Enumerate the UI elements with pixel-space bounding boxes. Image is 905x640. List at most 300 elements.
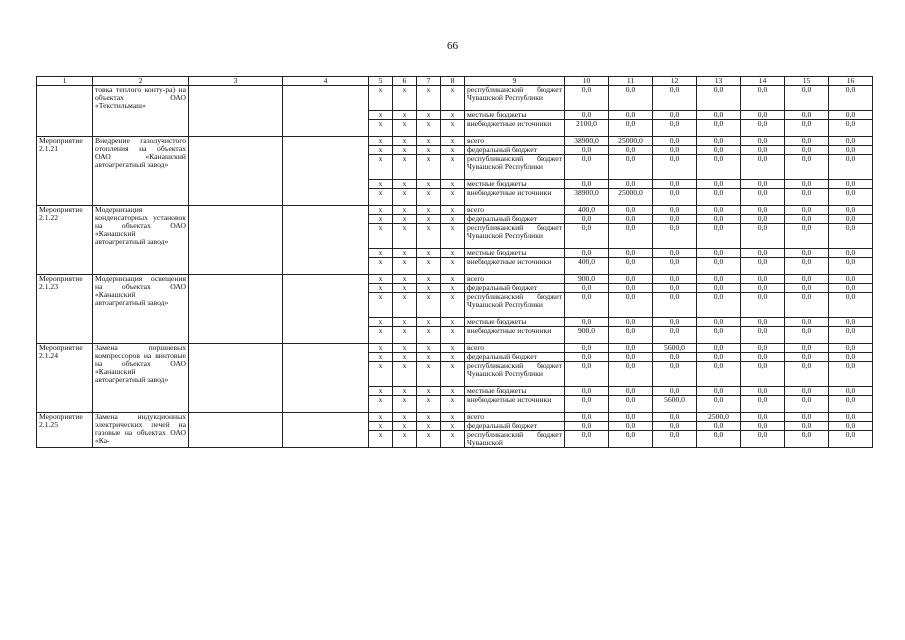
value-cell: 0,0: [565, 353, 609, 362]
marker-cell: х: [417, 422, 441, 431]
table-row: [37, 86, 873, 111]
value-cell: 0,0: [653, 413, 697, 422]
value-cell: 0,0: [653, 431, 697, 448]
value-cell: 0,0: [609, 215, 653, 224]
marker-cell: х: [441, 396, 465, 413]
marker-cell: х: [441, 189, 465, 206]
value-cell: 0,0: [741, 215, 785, 224]
value-cell: 0,0: [741, 275, 785, 284]
marker-cell: х: [417, 413, 441, 422]
value-cell: 0,0: [609, 387, 653, 396]
value-cell: 0,0: [829, 431, 873, 448]
marker-cell: х: [393, 396, 417, 413]
value-cell: 0,0: [785, 146, 829, 155]
marker-cell: х: [393, 215, 417, 224]
marker-cell: х: [369, 137, 393, 146]
value-cell: 0,0: [609, 396, 653, 413]
marker-cell: х: [441, 387, 465, 396]
marker-cell: х: [441, 293, 465, 318]
value-cell: 5600,0: [653, 396, 697, 413]
marker-cell: х: [417, 189, 441, 206]
col-header: 5: [369, 77, 393, 86]
value-cell: 0,0: [653, 206, 697, 215]
marker-cell: х: [441, 327, 465, 344]
value-cell: 0,0: [609, 318, 653, 327]
value-cell: 0,0: [697, 387, 741, 396]
value-cell: 0,0: [829, 215, 873, 224]
column-3-cell: [189, 344, 283, 413]
value-cell: 900,0: [565, 327, 609, 344]
value-cell: 0,0: [565, 396, 609, 413]
marker-cell: х: [369, 396, 393, 413]
marker-cell: х: [417, 387, 441, 396]
funding-source: республиканский бюджет Чувашской Республики: [465, 224, 565, 249]
value-cell: 0,0: [653, 86, 697, 111]
marker-cell: х: [441, 249, 465, 258]
marker-cell: х: [393, 387, 417, 396]
marker-cell: х: [441, 111, 465, 120]
value-cell: 0,0: [653, 422, 697, 431]
value-cell: 0,0: [829, 180, 873, 189]
value-cell: 0,0: [785, 155, 829, 180]
value-cell: 0,0: [785, 137, 829, 146]
page-number: 66: [447, 40, 458, 52]
value-cell: 0,0: [565, 284, 609, 293]
value-cell: 0,0: [785, 431, 829, 448]
activity-code: Мероприятие 2.1.21: [37, 137, 93, 206]
value-cell: 0,0: [829, 318, 873, 327]
activity-code: Мероприятие 2.1.25: [37, 413, 93, 448]
marker-cell: х: [441, 146, 465, 155]
value-cell: 0,0: [609, 284, 653, 293]
value-cell: 0,0: [565, 86, 609, 111]
value-cell: 0,0: [653, 353, 697, 362]
marker-cell: х: [369, 215, 393, 224]
activity-code: Мероприятие 2.1.23: [37, 275, 93, 344]
value-cell: 0,0: [785, 293, 829, 318]
col-header: 9: [465, 77, 565, 86]
value-cell: 0,0: [565, 180, 609, 189]
value-cell: 0,0: [829, 146, 873, 155]
marker-cell: х: [417, 362, 441, 387]
value-cell: 0,0: [609, 327, 653, 344]
marker-cell: х: [393, 275, 417, 284]
value-cell: 0,0: [741, 387, 785, 396]
value-cell: 0,0: [609, 146, 653, 155]
marker-cell: х: [441, 215, 465, 224]
marker-cell: х: [441, 413, 465, 422]
marker-cell: х: [393, 111, 417, 120]
header-row: [37, 77, 873, 86]
value-cell: 0,0: [741, 189, 785, 206]
column-4-cell: [283, 413, 369, 448]
marker-cell: х: [417, 293, 441, 318]
value-cell: 0,0: [697, 86, 741, 111]
value-cell: 0,0: [829, 413, 873, 422]
value-cell: 0,0: [565, 362, 609, 387]
marker-cell: х: [369, 155, 393, 180]
value-cell: 0,0: [609, 155, 653, 180]
value-cell: 0,0: [785, 215, 829, 224]
col-header: 8: [441, 77, 465, 86]
col-header: 13: [697, 77, 741, 86]
funding-source: местные бюджеты: [465, 249, 565, 258]
marker-cell: х: [393, 413, 417, 422]
marker-cell: х: [441, 206, 465, 215]
value-cell: 0,0: [741, 413, 785, 422]
value-cell: 0,0: [609, 111, 653, 120]
col-header: 10: [565, 77, 609, 86]
value-cell: 0,0: [741, 249, 785, 258]
value-cell: 0,0: [653, 362, 697, 387]
marker-cell: х: [369, 146, 393, 155]
value-cell: 2500,0: [697, 413, 741, 422]
col-header: 12: [653, 77, 697, 86]
value-cell: 0,0: [785, 120, 829, 137]
funding-source: местные бюджеты: [465, 318, 565, 327]
value-cell: 0,0: [653, 180, 697, 189]
value-cell: 0,0: [697, 215, 741, 224]
value-cell: 5600,0: [653, 344, 697, 353]
value-cell: 0,0: [785, 189, 829, 206]
value-cell: 2100,0: [565, 120, 609, 137]
marker-cell: х: [441, 353, 465, 362]
marker-cell: х: [393, 189, 417, 206]
table-row: [37, 413, 873, 422]
marker-cell: х: [369, 189, 393, 206]
value-cell: 0,0: [697, 293, 741, 318]
funding-source: всего: [465, 413, 565, 422]
marker-cell: х: [417, 396, 441, 413]
table-row: [37, 206, 873, 215]
marker-cell: х: [441, 120, 465, 137]
marker-cell: х: [417, 137, 441, 146]
value-cell: 0,0: [697, 258, 741, 275]
marker-cell: х: [369, 284, 393, 293]
marker-cell: х: [441, 258, 465, 275]
value-cell: 0,0: [697, 137, 741, 146]
column-4-cell: [283, 86, 369, 137]
activity-name: Модернизация конденсаторных установок на объектах ОАО «Канашский автоагрегатный завод»: [93, 206, 189, 275]
value-cell: 0,0: [565, 146, 609, 155]
table-row: [37, 344, 873, 353]
value-cell: 0,0: [829, 189, 873, 206]
funding-source: внебюджетные источники: [465, 396, 565, 413]
value-cell: 0,0: [741, 146, 785, 155]
value-cell: 0,0: [785, 387, 829, 396]
marker-cell: х: [441, 318, 465, 327]
value-cell: 0,0: [829, 422, 873, 431]
marker-cell: х: [393, 362, 417, 387]
value-cell: 0,0: [697, 146, 741, 155]
value-cell: 0,0: [609, 275, 653, 284]
column-3-cell: [189, 137, 283, 206]
value-cell: 0,0: [609, 422, 653, 431]
funding-source: всего: [465, 206, 565, 215]
marker-cell: х: [441, 344, 465, 353]
value-cell: 0,0: [829, 111, 873, 120]
activity-name: Внедрение газолучистого отопления на объектах ОАО «Канашский автоагрегатный завод»: [93, 137, 189, 206]
column-4-cell: [283, 206, 369, 275]
value-cell: 0,0: [829, 86, 873, 111]
col-header: 4: [283, 77, 369, 86]
value-cell: 0,0: [609, 206, 653, 215]
marker-cell: х: [369, 293, 393, 318]
marker-cell: х: [441, 431, 465, 448]
value-cell: 0,0: [697, 422, 741, 431]
marker-cell: х: [369, 387, 393, 396]
marker-cell: х: [393, 206, 417, 215]
value-cell: 0,0: [565, 224, 609, 249]
value-cell: 0,0: [785, 111, 829, 120]
activity-code: [37, 86, 93, 137]
value-cell: 0,0: [609, 180, 653, 189]
col-header: 7: [417, 77, 441, 86]
marker-cell: х: [393, 327, 417, 344]
value-cell: 0,0: [653, 155, 697, 180]
value-cell: 0,0: [785, 344, 829, 353]
value-cell: 0,0: [697, 431, 741, 448]
value-cell: 0,0: [741, 431, 785, 448]
value-cell: 0,0: [829, 353, 873, 362]
marker-cell: х: [417, 431, 441, 448]
marker-cell: х: [441, 362, 465, 387]
value-cell: 25000,0: [609, 137, 653, 146]
funding-source: всего: [465, 137, 565, 146]
value-cell: 0,0: [829, 327, 873, 344]
value-cell: 0,0: [565, 249, 609, 258]
value-cell: 400,0: [565, 206, 609, 215]
value-cell: 0,0: [785, 258, 829, 275]
funding-source: внебюджетные источники: [465, 258, 565, 275]
funding-source: республиканский бюджет Чувашской Республики: [465, 362, 565, 387]
value-cell: 0,0: [609, 431, 653, 448]
value-cell: 0,0: [829, 249, 873, 258]
value-cell: 0,0: [785, 206, 829, 215]
value-cell: 0,0: [741, 224, 785, 249]
value-cell: 400,0: [565, 258, 609, 275]
value-cell: 0,0: [697, 111, 741, 120]
marker-cell: х: [441, 86, 465, 111]
col-header: 15: [785, 77, 829, 86]
value-cell: 0,0: [653, 137, 697, 146]
value-cell: 0,0: [565, 293, 609, 318]
marker-cell: х: [393, 353, 417, 362]
value-cell: 0,0: [609, 344, 653, 353]
value-cell: 0,0: [829, 344, 873, 353]
marker-cell: х: [393, 431, 417, 448]
activity-code: Мероприятие 2.1.24: [37, 344, 93, 413]
marker-cell: х: [393, 344, 417, 353]
marker-cell: х: [417, 86, 441, 111]
value-cell: 0,0: [653, 327, 697, 344]
marker-cell: х: [417, 353, 441, 362]
value-cell: 0,0: [829, 224, 873, 249]
value-cell: 0,0: [697, 327, 741, 344]
value-cell: 0,0: [785, 396, 829, 413]
value-cell: 0,0: [829, 258, 873, 275]
marker-cell: х: [369, 275, 393, 284]
value-cell: 0,0: [741, 180, 785, 189]
funding-source: федеральный бюджет: [465, 215, 565, 224]
marker-cell: х: [369, 431, 393, 448]
marker-cell: х: [393, 146, 417, 155]
column-3-cell: [189, 275, 283, 344]
value-cell: 0,0: [785, 362, 829, 387]
value-cell: 0,0: [697, 362, 741, 387]
value-cell: 0,0: [829, 206, 873, 215]
marker-cell: х: [441, 275, 465, 284]
value-cell: 0,0: [697, 275, 741, 284]
value-cell: 0,0: [565, 431, 609, 448]
column-3-cell: [189, 206, 283, 275]
activity-name: товка теплого конту-ра) на объектах ОАО «Текстильмаш»: [93, 86, 189, 137]
marker-cell: х: [393, 249, 417, 258]
value-cell: 0,0: [609, 353, 653, 362]
marker-cell: х: [417, 146, 441, 155]
marker-cell: х: [417, 206, 441, 215]
marker-cell: х: [393, 318, 417, 327]
value-cell: 0,0: [653, 318, 697, 327]
marker-cell: х: [369, 224, 393, 249]
marker-cell: х: [369, 318, 393, 327]
marker-cell: х: [417, 327, 441, 344]
marker-cell: х: [393, 284, 417, 293]
value-cell: 0,0: [829, 284, 873, 293]
marker-cell: х: [393, 180, 417, 189]
column-4-cell: [283, 275, 369, 344]
value-cell: 0,0: [565, 413, 609, 422]
funding-source: республиканский бюджет Чувашской: [465, 431, 565, 448]
marker-cell: х: [417, 120, 441, 137]
value-cell: 0,0: [741, 353, 785, 362]
col-header: 6: [393, 77, 417, 86]
marker-cell: х: [393, 155, 417, 180]
value-cell: 0,0: [565, 387, 609, 396]
value-cell: 0,0: [741, 258, 785, 275]
value-cell: 0,0: [741, 111, 785, 120]
value-cell: 0,0: [697, 318, 741, 327]
value-cell: 0,0: [785, 180, 829, 189]
funding-source: внебюджетные источники: [465, 189, 565, 206]
column-4-cell: [283, 344, 369, 413]
funding-source: федеральный бюджет: [465, 422, 565, 431]
activity-name: Замена индукционных электрических печей на газовые на объектах ОАО «Ка-: [93, 413, 189, 448]
value-cell: 0,0: [741, 206, 785, 215]
col-header: 3: [189, 77, 283, 86]
value-cell: 0,0: [785, 249, 829, 258]
funding-source: всего: [465, 275, 565, 284]
value-cell: 0,0: [697, 206, 741, 215]
funding-source: федеральный бюджет: [465, 146, 565, 155]
marker-cell: х: [393, 224, 417, 249]
value-cell: 0,0: [741, 396, 785, 413]
funding-source: местные бюджеты: [465, 180, 565, 189]
value-cell: 0,0: [829, 137, 873, 146]
marker-cell: х: [417, 284, 441, 293]
value-cell: 0,0: [565, 155, 609, 180]
value-cell: 0,0: [741, 137, 785, 146]
marker-cell: х: [369, 206, 393, 215]
marker-cell: х: [417, 258, 441, 275]
value-cell: 0,0: [829, 387, 873, 396]
marker-cell: х: [369, 344, 393, 353]
marker-cell: х: [369, 120, 393, 137]
funding-source: местные бюджеты: [465, 111, 565, 120]
value-cell: 0,0: [697, 155, 741, 180]
value-cell: 0,0: [829, 396, 873, 413]
marker-cell: х: [369, 422, 393, 431]
value-cell: 0,0: [741, 293, 785, 318]
marker-cell: х: [441, 155, 465, 180]
value-cell: 0,0: [609, 258, 653, 275]
value-cell: 0,0: [785, 284, 829, 293]
marker-cell: х: [441, 224, 465, 249]
value-cell: 0,0: [697, 344, 741, 353]
value-cell: 0,0: [697, 284, 741, 293]
value-cell: 0,0: [653, 146, 697, 155]
value-cell: 0,0: [653, 275, 697, 284]
value-cell: 0,0: [785, 413, 829, 422]
value-cell: 0,0: [609, 293, 653, 318]
value-cell: 0,0: [653, 293, 697, 318]
table-row: [37, 137, 873, 146]
marker-cell: х: [369, 111, 393, 120]
marker-cell: х: [417, 155, 441, 180]
value-cell: 0,0: [785, 353, 829, 362]
marker-cell: х: [417, 318, 441, 327]
value-cell: 0,0: [653, 224, 697, 249]
marker-cell: х: [441, 422, 465, 431]
marker-cell: х: [417, 344, 441, 353]
marker-cell: х: [393, 422, 417, 431]
value-cell: 0,0: [565, 344, 609, 353]
marker-cell: х: [393, 120, 417, 137]
marker-cell: х: [393, 137, 417, 146]
value-cell: 0,0: [609, 224, 653, 249]
marker-cell: х: [369, 258, 393, 275]
marker-cell: х: [369, 86, 393, 111]
marker-cell: х: [417, 215, 441, 224]
value-cell: 0,0: [741, 422, 785, 431]
funding-source: всего: [465, 344, 565, 353]
funding-source: местные бюджеты: [465, 387, 565, 396]
marker-cell: х: [369, 353, 393, 362]
funding-source: республиканский бюджет Чувашской Республики: [465, 155, 565, 180]
value-cell: 0,0: [697, 396, 741, 413]
value-cell: 0,0: [785, 327, 829, 344]
value-cell: 0,0: [609, 362, 653, 387]
activity-name: Замена поршневых компрессоров на винтовые на объектах ОАО «Канашский автоагрегатный завод»: [93, 344, 189, 413]
value-cell: 0,0: [653, 189, 697, 206]
marker-cell: х: [369, 362, 393, 387]
value-cell: 0,0: [829, 275, 873, 284]
value-cell: 0,0: [609, 413, 653, 422]
funding-source: федеральный бюджет: [465, 284, 565, 293]
column-3-cell: [189, 413, 283, 448]
value-cell: 0,0: [653, 284, 697, 293]
value-cell: 0,0: [741, 284, 785, 293]
value-cell: 900,0: [565, 275, 609, 284]
value-cell: 0,0: [653, 215, 697, 224]
value-cell: 0,0: [785, 275, 829, 284]
value-cell: 0,0: [785, 422, 829, 431]
marker-cell: х: [441, 137, 465, 146]
value-cell: 0,0: [653, 249, 697, 258]
value-cell: 0,0: [565, 422, 609, 431]
value-cell: 0,0: [829, 293, 873, 318]
col-header: 11: [609, 77, 653, 86]
